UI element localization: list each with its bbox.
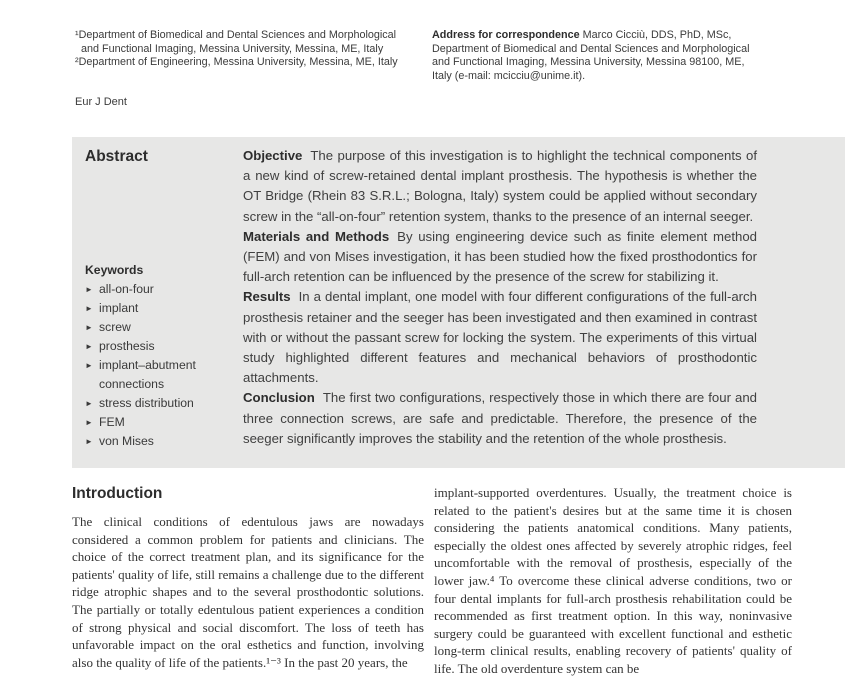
section-text: By using engineering device such as finite element method (FEM) and von Mises investigation, it has been studied how the fixed prosthodontics for full-arch retention can be influenced by the presence of the screw for stabilizing it. — [243, 228, 757, 285]
keyword-label: screw — [99, 320, 131, 334]
abstract-section-objective — [243, 146, 757, 227]
keyword-item — [85, 337, 243, 356]
keyword-bullet-icon: ► — [85, 285, 93, 294]
abstract-title: Abstract — [85, 148, 148, 165]
keyword-item — [85, 280, 243, 299]
keyword-item — [85, 356, 243, 394]
keyword-bullet-icon: ► — [85, 418, 93, 427]
abstract-text-column — [243, 146, 757, 449]
section-text: The first two configurations, respectively those in which there are four and three connection screws, are safe and predictable. Therefore, the presence of the seeger significantly improves the stability and the retention of the whole prosthesis. — [243, 390, 757, 446]
section-label: Results — [243, 289, 291, 305]
keyword-label: all-on-four — [99, 282, 154, 296]
abstract-left-column — [85, 148, 243, 451]
keyword-item — [85, 413, 243, 432]
keyword-item — [85, 394, 243, 413]
affiliation-2: ²Department of Engineering, Messina University, Messina, ME, Italy — [75, 56, 398, 69]
section-label: Conclusion — [243, 390, 315, 406]
keyword-bullet-icon: ► — [85, 323, 93, 332]
keyword-bullet-icon: ► — [85, 437, 93, 446]
keyword-label: stress distribution — [99, 396, 194, 410]
keyword-bullet-icon: ► — [85, 361, 93, 370]
section-label: Materials and Methods — [243, 228, 390, 244]
affiliation-1: ¹Department of Biomedical and Dental Sciences and Morphological and Functional Imaging, Messina University, Messina, ME, Italy — [75, 29, 397, 55]
section-label: Objective — [243, 148, 303, 163]
keyword-item — [85, 432, 243, 451]
section-text: The purpose of this investigation is to highlight the technical components of a new kind of screw-retained dental implant prosthesis. The hypothesis is whether the OT Bridge (Rhein 83 S.R.L.; Bologna, Italy) system could be applied without secondary screw in the “all-on-four” retention system, thanks to the presence of an internal seeger. — [243, 148, 757, 224]
keyword-label: FEM — [99, 415, 125, 429]
keyword-bullet-icon: ► — [85, 342, 93, 351]
keywords-title: Keywords — [85, 263, 144, 277]
keyword-label: implant–abutment connections — [99, 358, 196, 391]
introduction-heading: Introduction — [72, 485, 163, 502]
journal-name: Eur J Dent — [75, 96, 127, 108]
intro-column-right: implant-supported overdentures. Usually, the treatment choice is related to the patient's desires but at the same time it is chosen considering the patients anatomical conditions. Many patients, especially the oldest ones affected by severely atrophic ridges, feel uncomfortable with the removal of prosthesis, especially of the lower jaw.⁴ To overcome these clinical adverse conditions, two or four dental implants for full-arch prosthesis rehabilitation could be recommended as first treatment option. In this way, noninvasive surgery could be guaranteed with excellent functional and esthetic long-term clinical results, enabling recovery of patients' quality of life. The old overdenture system can be — [434, 485, 792, 676]
abstract-section-conclusion — [243, 388, 757, 449]
correspondence-text: Marco Cicciù, DDS, PhD, MSc, Department of Biomedical and Dental Sciences and Morphological and Functional Imaging, Messina University, Messina 98100, ME, Italy (e-mail: mcicciu@unime.it). — [432, 29, 750, 82]
keyword-bullet-icon: ► — [85, 399, 93, 408]
section-text: In a dental implant, one model with four different configurations of the full-arch prosthesis retainer and the seeger has been investigated and then examined in contrast with or without the passant screw for locking the system. The experiments of this virtual study highlighted different features and mechanical behaviors of prosthodontic attachments. — [243, 289, 757, 386]
affiliations-block — [75, 29, 415, 70]
keyword-label: implant — [99, 301, 139, 315]
abstract-box — [72, 137, 845, 468]
keyword-bullet-icon: ► — [85, 304, 93, 313]
correspondence-block — [432, 29, 766, 83]
keyword-label: prosthesis — [99, 339, 155, 353]
keyword-item — [85, 299, 243, 318]
keyword-item — [85, 318, 243, 337]
abstract-section-materials — [243, 227, 757, 288]
intro-column-left: The clinical conditions of edentulous jaws are nowadays considered a common problem for patients and clinicians. The choice of the correct treatment plan, and its significance for the patients' quality of life, still remains a challenge due to the different ridge atrophic shapes and to the several prosthodontic solutions. The partially or totally edentulous patient experiences a condition of strong physical and social discomfort. The loss of teeth has unfavorable impact on the oral esthetics and function, involving also the quality of life of the patients.¹⁻³ In the past 20 years, the — [72, 514, 424, 670]
abstract-section-results — [243, 287, 757, 388]
keyword-label: von Mises — [99, 434, 154, 448]
keywords-block — [85, 263, 243, 451]
correspondence-label: Address for correspondence — [432, 29, 580, 41]
